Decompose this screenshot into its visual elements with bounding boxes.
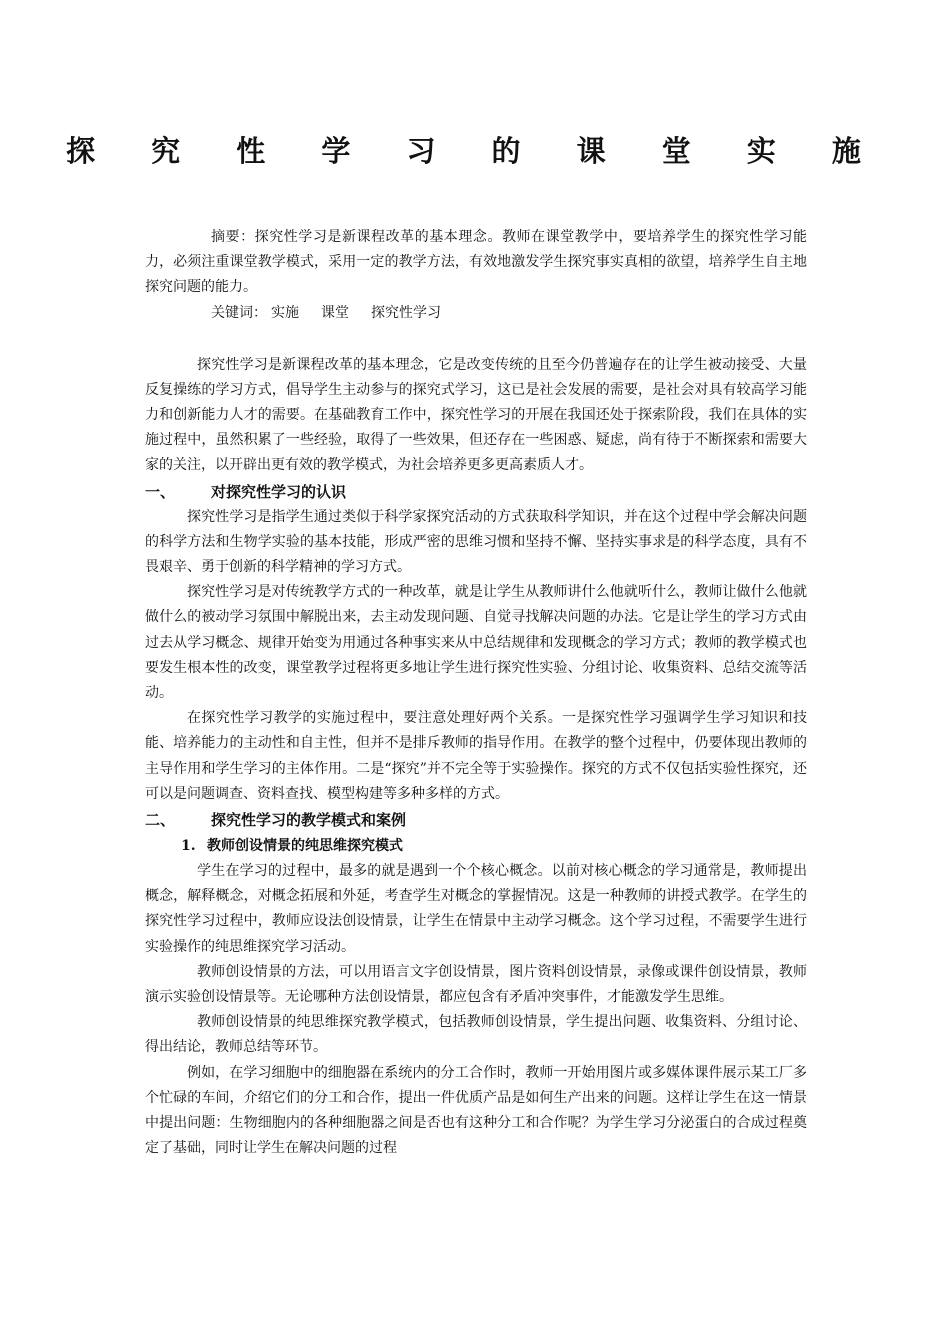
subsection-title: 教师创设情景的纯思维探究模式 bbox=[207, 838, 403, 855]
section-title: 对探究性学习的认识 bbox=[211, 482, 347, 501]
spacer bbox=[145, 326, 807, 353]
keyword-item: 实施 bbox=[271, 304, 299, 321]
body-paragraph: 例如，在学习细胞中的细胞器在系统内的分工合作时，教师一开始用图片或多媒体课件展示某工厂多个忙碌的车间，介绍它们的分工和合作，提出一件优质产品是如何生产出来的问题。这样让学生在这一情景中提出问题：生物细胞内的各种细胞器之间是否也有这种分工和合作呢？为学生学习分泌蛋白的合成过程奠定了基础，同时让学生在解决问题的过程 bbox=[145, 1064, 807, 1157]
abstract-paragraph: 摘要：探究性学习是新课程改革的基本理念。教师在课堂教学中，要培养学生的探究性学习能力，必须注重课堂教学模式，采用一定的教学方法，有效地激发学生探究事实真相的欲望，培养学生自主地探究问题的能力。 bbox=[145, 229, 807, 296]
keywords-line bbox=[145, 301, 807, 326]
section-2-heading bbox=[145, 807, 807, 833]
page-title: 探 究 性 学 习 的 课 堂 实 施 bbox=[66, 134, 884, 168]
section-title: 探究性学习的教学模式和案例 bbox=[211, 811, 407, 830]
subsection-number: 1. bbox=[181, 838, 196, 855]
body-paragraph: 教师创设情景的方法，可以用语言文字创设情景，图片资料创设情景，录像或课件创设情景，教师演示实验创设情景等。无论哪种方法创设情景，都应包含有矛盾冲突事件，才能激发学生思维。 bbox=[145, 963, 807, 1006]
keyword-item: 课堂 bbox=[321, 304, 349, 321]
section-number: 二、 bbox=[145, 811, 176, 830]
section-1-heading bbox=[145, 479, 807, 505]
body-paragraph: 学生在学习的过程中，最多的就是遇到一个个核心概念。以前对核心概念的学习通常是，教师提出概念，解释概念，对概念拓展和外延，考查学生对概念的掌握情况。这是一种教师的讲授式教学。在学生的探究性学习过程中，教师应设法创设情景，让学生在情景中主动学习概念。这个学习过程，不需要学生进行实验操作的纯思维探究学习活动。 bbox=[145, 863, 807, 955]
body-paragraph: 在探究性学习教学的实施过程中，要注意处理好两个关系。一是探究性学习强调学生学习知识和技能、培养能力的主动性和自主性，但并不是排斥教师的指导作用。在教学的整个过程中，仍要体现出教师的主导作用和学生学习的主体作用。二是“探究”并不完全等于实验操作。探究的方式不仅包括实验性探究，还可以是问题调查、资料查找、模型构建等多种多样的方式。 bbox=[145, 710, 807, 802]
intro-paragraph: 探究性学习是新课程改革的基本理念，它是改变传统的且至今仍普遍存在的让学生被动接受、大量反复操练的学习方式，倡导学生主动参与的探究式学习，这已是社会发展的需要，是社会对具有较高学习能力和创新能力人才的需要。在基础教育工作中，探究性学习的开展在我国还处于探索阶段，我们在具体的实施过程中，虽然积累了一些经验，取得了一些效果，但还存在一些困惑、疑虑，尚有待于不断探索和需要大家的关注，以开辟出更有效的教学模式，为社会培养更多更高素质人才。 bbox=[145, 356, 807, 474]
document-body bbox=[145, 225, 807, 1162]
section-number: 一、 bbox=[145, 482, 176, 501]
body-paragraph: 教师创设情景的纯思维探究教学模式，包括教师创设情景，学生提出问题、收集资料、分组讨论、得出结论，教师总结等环节。 bbox=[145, 1014, 807, 1056]
body-paragraph: 探究性学习是指学生通过类似于科学家探究活动的方式获取科学知识，并在这个过程中学会解决问题的科学方法和生物学实验的基本技能，形成严密的思维习惯和坚持不懈、坚持实事求是的科学态度，具有不畏艰辛、勇于创新的科学精神的学习方式。 bbox=[145, 508, 807, 576]
keywords-label: 关键词： bbox=[211, 304, 267, 321]
subsection-heading bbox=[145, 833, 807, 859]
body-paragraph: 探究性学习是对传统教学方式的一种改革，就是让学生从教师讲什么他就听什么，教师让做什么他就做什么的被动学习氛围中解脱出来，去主动发现问题、自觉寻找解决问题的办法。它是让学生的学习方式由过去从学习概念、规律开始变为用通过各种事实来从中总结规律和发现概念的学习方式；教师的教学模式也要发生根本性的改变，课堂教学过程将更多地让学生进行探究性实验、分组讨论、收集资料、总结交流等活动。 bbox=[145, 584, 807, 702]
keyword-item: 探究性学习 bbox=[371, 304, 441, 321]
